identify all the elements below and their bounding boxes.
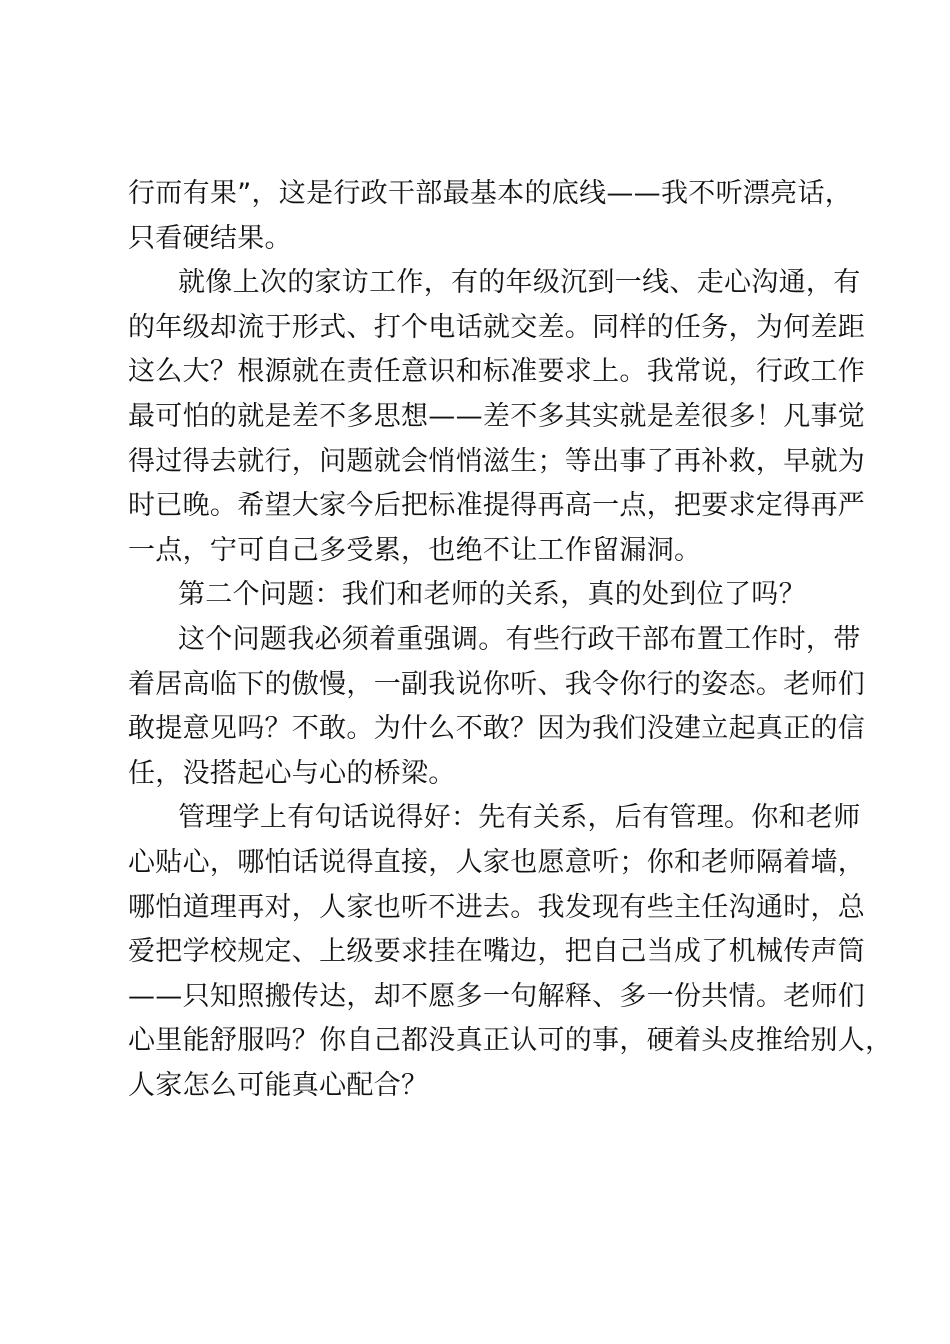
text-line: 这么大？根源就在责任意识和标准要求上。我常说，行政工作: [128, 356, 866, 388]
paragraph-2: [128, 261, 866, 573]
document-body: [128, 172, 893, 1108]
text-line: 时已晚。希望大家今后把标准提得再高一点，把要求定得再严: [128, 490, 866, 522]
paragraph-3-heading: [128, 573, 838, 618]
text-line: 人家怎么可能真心配合？: [128, 1069, 429, 1101]
paragraph-4: [128, 618, 866, 796]
text-line: 着居高临下的傲慢，一副我说你听、我令你行的姿态。老师们: [128, 668, 866, 700]
text-line: 这个问题我必须着重强调。有些行政干部布置工作时，带: [178, 623, 861, 655]
text-line: 只看硬结果。: [128, 222, 292, 254]
paragraph-1: [128, 172, 853, 261]
text-line: 哪怕道理再对，人家也听不进去。我发现有些主任沟通时，总: [128, 891, 866, 923]
text-line: 管理学上有句话说得好：先有关系，后有管理。你和老师: [178, 802, 861, 834]
text-line: 心里能舒服吗？你自己都没真正认可的事，硬着头皮推给别人，: [128, 1025, 893, 1057]
text-line: 的年级却流于形式、打个电话就交差。同样的任务，为何差距: [128, 311, 866, 343]
text-line: 一点，宁可自己多受累，也绝不让工作留漏洞。: [128, 534, 702, 566]
text-line: 爱把学校规定、上级要求挂在嘴边，把自己当成了机械传声筒: [128, 936, 866, 968]
paragraph-5: [128, 796, 893, 1108]
text-line: 心贴心，哪怕话说得直接，人家也愿意听；你和老师隔着墙，: [128, 846, 866, 878]
text-line: ——只知照搬传达，却不愿多一句解释、多一份共情。老师们: [128, 980, 866, 1012]
text-line: 行而有果”，这是行政干部最基本的底线——我不听漂亮话，: [128, 178, 853, 209]
text-line: 最可怕的就是差不多思想——差不多其实就是差很多！凡事觉: [128, 400, 866, 432]
text-line: 就像上次的家访工作，有的年级沉到一线、走心沟通，有: [178, 267, 861, 299]
text-line: 得过得去就行，问题就会悄悄滋生；等出事了再补救，早就为: [128, 445, 866, 477]
text-line: 第二个问题：我们和老师的关系，真的处到位了吗？: [178, 579, 806, 611]
text-line: 敢提意见吗？不敢。为什么不敢？因为我们没建立起真正的信: [128, 713, 866, 745]
text-line: 任，没搭起心与心的桥梁。: [128, 757, 456, 789]
